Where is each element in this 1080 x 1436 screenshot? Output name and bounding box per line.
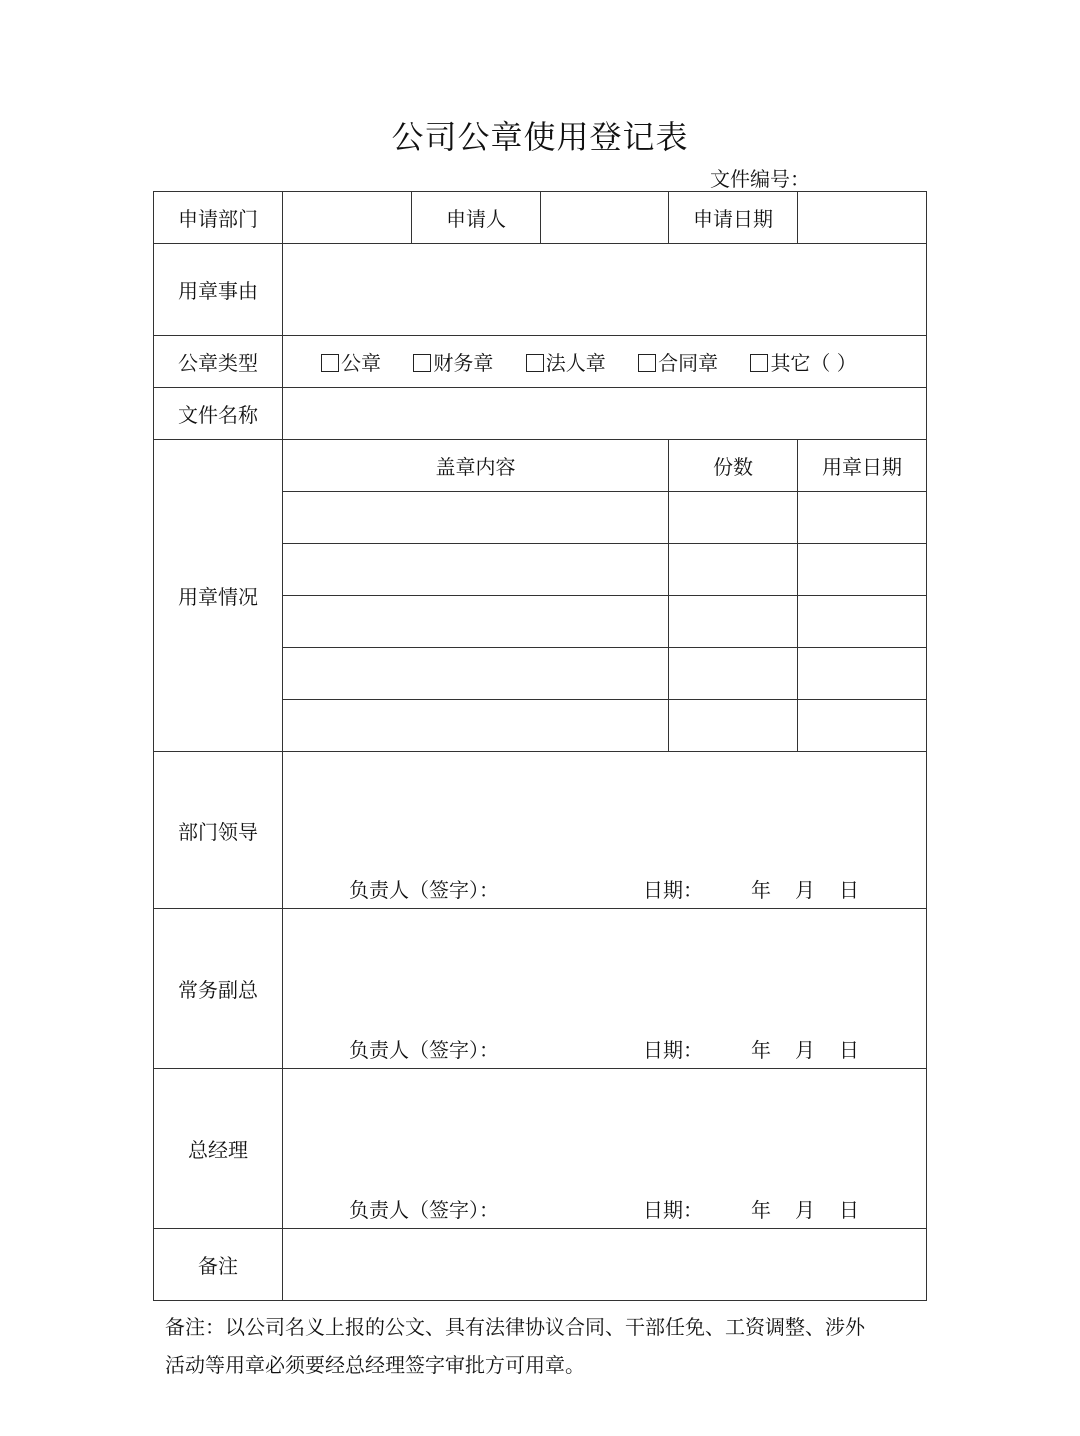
remarks-field[interactable]	[283, 1229, 927, 1301]
remarks-label: 备注	[154, 1229, 283, 1301]
copies-cell[interactable]	[669, 648, 798, 700]
apply-date-field[interactable]	[798, 192, 927, 244]
seal-type-option[interactable]: 财务章	[413, 347, 493, 376]
footnote-line-1: 备注：以公司名义上报的公文、具有法律协议合同、干部任免、工资调整、涉外	[165, 1315, 865, 1339]
approval-label-dept: 部门领导	[154, 752, 283, 909]
approval-label-gm: 总经理	[154, 1069, 283, 1229]
col-copies-header: 份数	[669, 440, 798, 492]
dept-field[interactable]	[283, 192, 412, 244]
signature-label: 负责人（签字）：	[349, 1198, 499, 1222]
day-label: 日	[839, 1038, 859, 1062]
footnote-line-2: 活动等用章必须要经总经理签字审批方可用章。	[165, 1353, 585, 1377]
seal-type-label: 公章类型	[154, 336, 283, 388]
date-cell[interactable]	[798, 544, 927, 596]
date-label: 日期：	[643, 878, 703, 902]
checkbox-icon[interactable]	[321, 354, 339, 372]
month-label: 月	[795, 1038, 815, 1062]
seal-type-option[interactable]: 其它（ ）	[750, 347, 856, 376]
approval-vp-field[interactable]	[283, 909, 927, 1069]
reason-label: 用章事由	[154, 244, 283, 336]
date-cell[interactable]	[798, 700, 927, 752]
content-cell[interactable]	[283, 544, 669, 596]
col-content-header: 盖章内容	[283, 440, 669, 492]
seal-usage-form	[153, 191, 927, 1301]
copies-cell[interactable]	[669, 596, 798, 648]
checkbox-icon[interactable]	[638, 354, 656, 372]
applicant-label: 申请人	[412, 192, 541, 244]
dept-label: 申请部门	[154, 192, 283, 244]
date-label: 日期：	[643, 1198, 703, 1222]
date-label: 日期：	[643, 1038, 703, 1062]
footnote	[165, 1308, 925, 1384]
applicant-field[interactable]	[541, 192, 669, 244]
approval-dept-field[interactable]	[283, 752, 927, 909]
month-label: 月	[795, 1198, 815, 1222]
col-date-header: 用章日期	[798, 440, 927, 492]
year-label: 年	[751, 878, 771, 902]
date-cell[interactable]	[798, 596, 927, 648]
checkbox-icon[interactable]	[526, 354, 544, 372]
copies-cell[interactable]	[669, 700, 798, 752]
seal-type-option[interactable]: 合同章	[638, 347, 718, 376]
seal-type-option[interactable]: 公章	[321, 347, 381, 376]
signature-label: 负责人（签字）：	[349, 878, 499, 902]
approval-gm-field[interactable]	[283, 1069, 927, 1229]
file-name-field[interactable]	[283, 388, 927, 440]
day-label: 日	[839, 1198, 859, 1222]
date-cell[interactable]	[798, 648, 927, 700]
content-cell[interactable]	[283, 700, 669, 752]
signature-label: 负责人（签字）：	[349, 1038, 499, 1062]
content-cell[interactable]	[283, 596, 669, 648]
month-label: 月	[795, 878, 815, 902]
year-label: 年	[751, 1038, 771, 1062]
checkbox-icon[interactable]	[413, 354, 431, 372]
day-label: 日	[839, 878, 859, 902]
page-title: 公司公章使用登记表	[391, 118, 689, 156]
copies-cell[interactable]	[669, 492, 798, 544]
seal-type-options	[283, 336, 927, 388]
reason-field[interactable]	[283, 244, 927, 336]
file-name-label: 文件名称	[154, 388, 283, 440]
doc-number-label: 文件编号：	[710, 167, 810, 191]
approval-label-vp: 常务副总	[154, 909, 283, 1069]
date-cell[interactable]	[798, 492, 927, 544]
checkbox-icon[interactable]	[750, 354, 768, 372]
copies-cell[interactable]	[669, 544, 798, 596]
seal-type-option[interactable]: 法人章	[526, 347, 606, 376]
apply-date-label: 申请日期	[669, 192, 798, 244]
usage-label: 用章情况	[154, 440, 283, 752]
year-label: 年	[751, 1198, 771, 1222]
content-cell[interactable]	[283, 492, 669, 544]
content-cell[interactable]	[283, 648, 669, 700]
